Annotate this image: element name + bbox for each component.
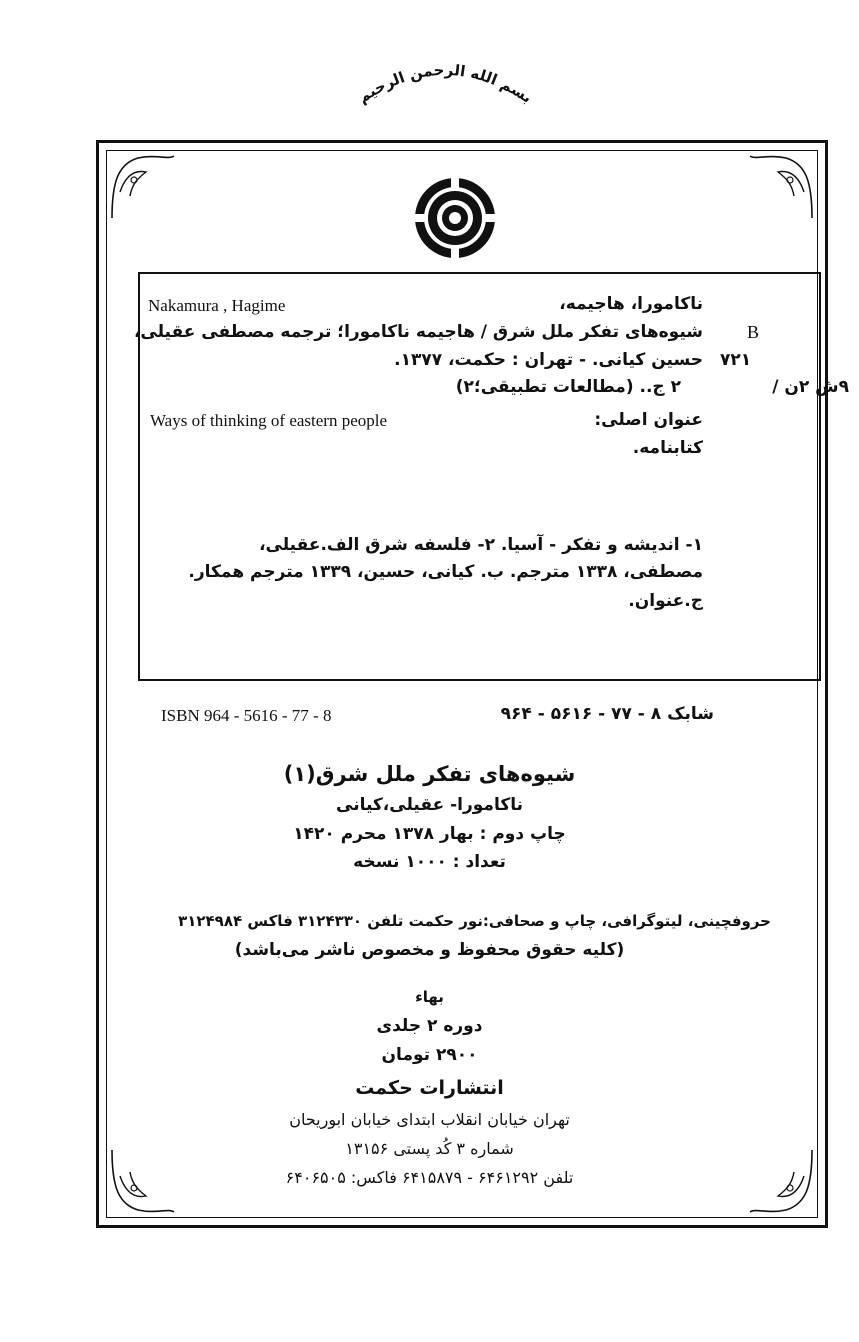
- subjects-line-1: ۱- اندیشه و تفکر - آسیا. ۲- فلسفه شرق الف.عقیلی،: [259, 535, 703, 555]
- title-statement: شیوه‌های تفکر ملل شرق / هاجیمه ناکامورا؛ ترجمه مصطفی عقیلی،: [133, 322, 703, 342]
- copies-info: تعداد : ۱۰۰۰ نسخه: [353, 852, 506, 872]
- publication-line: حسین کیانی. - تهران : حکمت، ۱۳۷۷.: [394, 350, 703, 370]
- isbn-persian: شابک ۸ - ۷۷ - ۵۶۱۶ - ۹۶۴: [500, 704, 714, 724]
- svg-text:بسم الله الرحمن الرحیم: [355, 61, 536, 107]
- call-number: ۷۲۱: [720, 350, 752, 370]
- rights-notice: (کلیه حقوق محفوظ و مخصوص ناشر می‌باشد): [234, 940, 625, 960]
- original-title: Ways of thinking of eastern people: [150, 411, 388, 430]
- author-latin: Nakamura , Hagime: [148, 296, 286, 315]
- series-line: ۲ ج.. (مطالعات تطبیقی؛۲): [455, 377, 681, 397]
- printing-info: حروفچینی، لیتوگرافی، چاپ و صحافی:نور حکمت تلفن ۳۱۲۴۳۳۰ فاکس ۳۱۲۴۹۸۴: [178, 912, 771, 930]
- call-letter: B: [747, 322, 760, 342]
- publisher-name: انتشارات حکمت: [355, 1077, 504, 1099]
- price-amount: ۲۹۰۰ تومان: [381, 1045, 478, 1065]
- subjects-line-2: مصطفی، ۱۳۳۸ مترجم. ب. کیانی، حسین، ۱۳۳۹ مترجم همکار.: [188, 562, 703, 582]
- publisher-postal: شماره ۳ کُد پستی ۱۳۱۵۶: [345, 1139, 514, 1158]
- book-title: شیوه‌های تفکر ملل شرق(۱): [283, 762, 576, 786]
- calligraphy-text: بسم الله الرحمن الرحیم: [354, 60, 536, 107]
- publisher-address: تهران خیابان انقلاب ابتدای خیابان ابوریحان: [289, 1110, 570, 1129]
- original-title-label: عنوان اصلی:: [594, 410, 703, 430]
- bibliography-note: کتابنامه.: [632, 438, 703, 458]
- corner-ornament-top-left: [108, 152, 178, 222]
- corner-ornament-top-right: [746, 152, 816, 222]
- author-persian: ناکامورا، هاجیمه،: [559, 294, 703, 314]
- edition-info: چاپ دوم : بهار ۱۳۷۸ محرم ۱۴۲۰: [293, 824, 566, 844]
- calligraphy-heading: [300, 40, 590, 150]
- book-authors: ناکامورا- عقیلی،کیانی: [336, 795, 523, 815]
- call-suffix: ۹ش ۲ن /: [772, 377, 849, 397]
- publisher-contact: تلفن ۶۴۶۱۲۹۲ - ۶۴۱۵۸۷۹ فاکس: ۶۴۰۶۵۰۵: [285, 1168, 574, 1187]
- subjects-line-3: ج.عنوان.: [628, 591, 703, 611]
- price-set: دوره ۲ جلدی: [376, 1016, 483, 1036]
- price-label: بهاء: [415, 988, 444, 1006]
- publisher-logo-icon: [413, 176, 497, 260]
- isbn-latin: ISBN 964 - 5616 - 77 - 8: [161, 706, 332, 725]
